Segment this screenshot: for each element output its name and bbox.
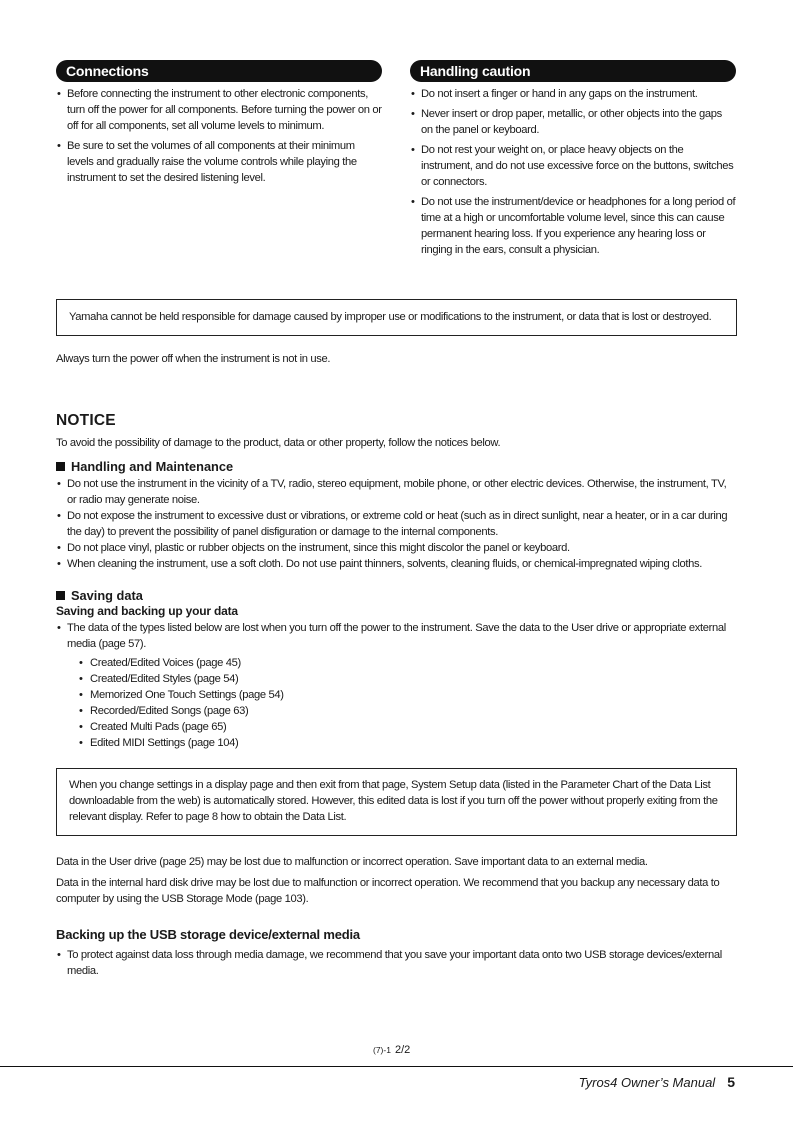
saving-subheading: Saving and backing up your data [56, 604, 238, 618]
connections-list [56, 86, 382, 186]
heading-text: Handling and Maintenance [71, 459, 234, 474]
list-item: • Created Multi Pads (page 65) [79, 719, 284, 735]
list-item: • Do not insert a finger or hand in any gaps on the instrument. [410, 86, 736, 102]
list-item: • Do not use the instrument/device or headphones for a long period of time at a high or uncomfortable volume level, since this can cause permanent hearing loss. If you experience any hearing loss or ringing in the ears, consult a physician. [410, 194, 736, 258]
backup-heading: Backing up the USB storage device/external media [56, 927, 360, 942]
handling-caution-list [410, 86, 736, 258]
backup-list [56, 947, 738, 979]
list-item: • Do not rest your weight on, or place heavy objects on the instrument, and do not use excessive force on the buttons, switches or connectors. [410, 142, 736, 190]
list-item: • To protect against data loss through media damage, we recommend that you save your important data onto two USB storage devices/external media. [56, 947, 738, 979]
list-item: • When cleaning the instrument, use a soft cloth. Do not use paint thinners, solvents, cleaning fluids, or chemical-impregnated wiping cloths. [56, 556, 738, 572]
list-item: • Never insert or drop paper, metallic, or other objects into the gaps on the panel or keyboard. [410, 106, 736, 138]
data-types-list [79, 655, 284, 751]
list-item: • Edited MIDI Settings (page 104) [79, 735, 284, 751]
list-item: • Memorized One Touch Settings (page 54) [79, 687, 284, 703]
page-number: 5 [727, 1074, 735, 1090]
notice-intro: To avoid the possibility of damage to the product, data or other property, follow the notices below. [56, 437, 501, 449]
list-item: • Created/Edited Voices (page 45) [79, 655, 284, 671]
saving-data-heading [56, 588, 143, 603]
list-item: • Created/Edited Styles (page 54) [79, 671, 284, 687]
handling-maintenance-heading [56, 459, 233, 474]
list-item: • Do not place vinyl, plastic or rubber objects on the instrument, since this might discolor the panel or keyboard. [56, 540, 738, 556]
notice-title: NOTICE [56, 412, 116, 429]
manual-title: Tyros4 Owner’s Manual [578, 1075, 716, 1090]
list-item: • Before connecting the instrument to other electronic components, turn off the power for all components. Before turning the power on or off for all components, set all volume levels to minimum. [56, 86, 382, 134]
connections-heading: Connections [56, 60, 382, 82]
page-code-small: (7)-1 [373, 1045, 391, 1055]
hard-disk-note: Data in the internal hard disk drive may be lost due to malfunction or incorrect operation. We recommend that you backup any necessary data to computer by using the USB Storage Mode (page 103). [56, 877, 720, 905]
disclaimer-box: Yamaha cannot be held responsible for damage caused by improper use or modifications to the instrument, or data that is lost or destroyed. [56, 299, 737, 336]
list-item: • The data of the types listed below are lost when you turn off the power to the instrument. Save the data to the User drive or appropriate external media (page 57). [56, 620, 738, 652]
list-item: • Recorded/Edited Songs (page 63) [79, 703, 284, 719]
handling-maintenance-list [56, 476, 738, 572]
handling-caution-heading: Handling caution [410, 60, 736, 82]
system-setup-box: When you change settings in a display page and then exit from that page, System Setup data (listed in the Parameter Chart of the Data List downloadable from the web) is automatically stored. However, this edited data is lost if you turn off the power without properly exiting from the relevant display. Refer to page 8 how to obtain the Data List. [56, 768, 737, 836]
list-item: • Do not expose the instrument to excessive dust or vibrations, or extreme cold or heat (such as in direct sunlight, near a heater, or in a car during the day) to prevent the possibility of panel disfiguration or damage to the internal components. [56, 508, 738, 540]
list-item: • Do not use the instrument in the vicinity of a TV, radio, stereo equipment, mobile phone, or other electric devices. Otherwise, the instrument, TV, or radio may generate noise. [56, 476, 738, 508]
list-item: • Be sure to set the volumes of all components at their minimum levels and gradually raise the volume controls while playing the instrument to set the desired listening level. [56, 138, 382, 186]
footer-rule [0, 1066, 793, 1067]
square-bullet-icon [56, 462, 65, 471]
saving-intro-list [56, 620, 738, 652]
heading-text: Saving data [71, 588, 143, 603]
page-code [373, 1044, 410, 1056]
user-drive-note: Data in the User drive (page 25) may be lost due to malfunction or incorrect operation. Save important data to an external media. [56, 856, 648, 868]
connections-section [56, 60, 382, 190]
power-note: Always turn the power off when the instrument is not in use. [56, 353, 331, 365]
page-code-main: 2/2 [394, 1044, 411, 1056]
handling-caution-section [410, 60, 736, 262]
square-bullet-icon [56, 591, 65, 600]
footer-manual [579, 1074, 735, 1090]
